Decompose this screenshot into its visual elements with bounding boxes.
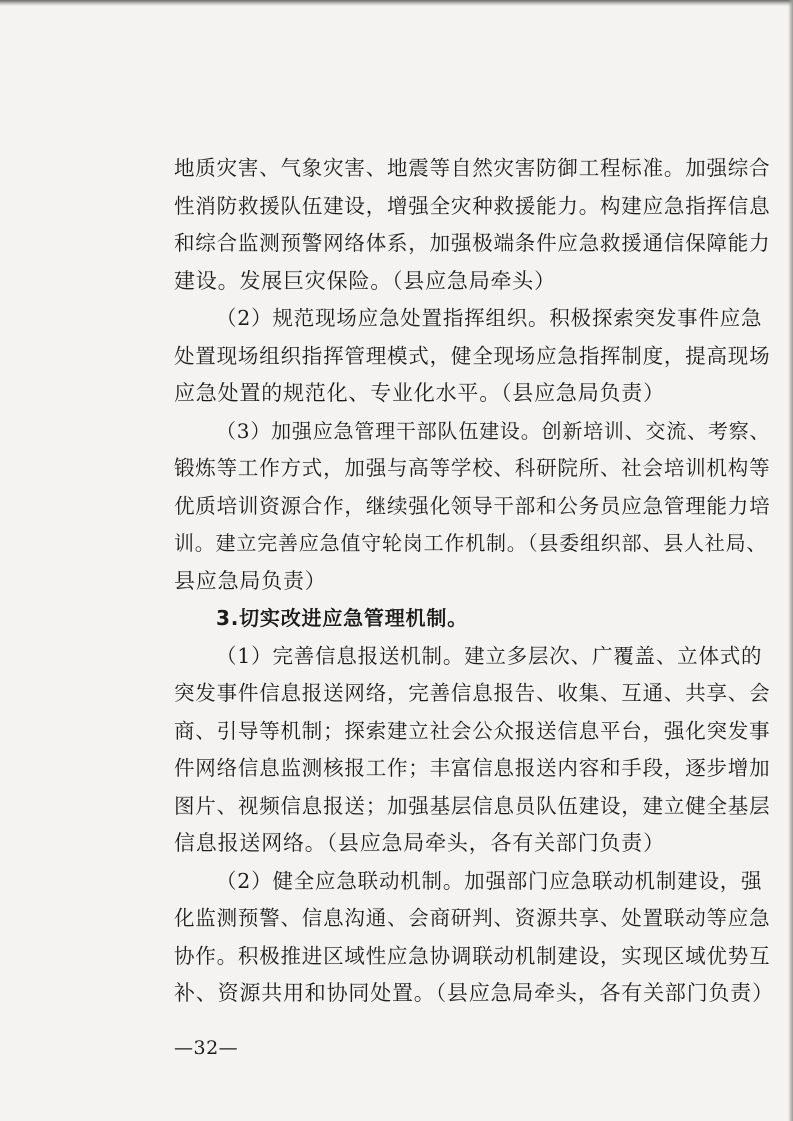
text-line: 化监测预警、信息沟通、会商研判、资源共享、处置联动等应急	[174, 906, 771, 930]
text-line: 商、引导等机制；探索建立社会公众报送信息平台，强化突发事	[174, 718, 771, 743]
paragraph-start-line: （1）完善信息报送机制。建立多层次、广覆盖、立体式的	[216, 643, 763, 668]
text-line: 县应急局负责）	[174, 568, 327, 593]
text-line: 突发事件信息报送网络，完善信息报告、收集、互通、共享、会	[174, 681, 771, 705]
paragraph-start-line: （2）健全应急联动机制。加强部门应急联动机制建设，强	[216, 868, 763, 893]
page-number: —32—	[174, 1037, 239, 1059]
text-line: 补、资源共用和协同处置。（县应急局牵头，各有关部门负责）	[174, 981, 774, 1005]
scan-edge-top	[0, 0, 793, 6]
text-line: 处置现场组织指挥管理模式，健全现场应急指挥制度，提高现场	[174, 343, 771, 368]
text-line: 锻炼等工作方式，加强与高等学校、科研院所、社会培训机构等	[174, 456, 771, 480]
document-body	[174, 150, 774, 1013]
text-line: 图片、视频信息报送；加强基层信息员队伍建设，建立健全基层	[174, 793, 771, 818]
scan-edge-right	[788, 0, 793, 1121]
paragraph-start-line: （2）规范现场应急处置指挥组织。积极探索突发事件应急	[216, 306, 763, 330]
text-line: 性消防救援队伍建设，增强全灾种救援能力。构建应急指挥信息	[174, 193, 771, 218]
text-line: 信息报送网络。（县应急局牵头，各有关部门负责）	[174, 831, 665, 855]
text-line: 训。建立完善应急值守轮岗工作机制。（县委组织部、县人社局、	[174, 531, 768, 555]
text-line: 优质培训资源合作，继续强化领导干部和公务员应急管理能力培	[174, 493, 771, 518]
text-line: 件网络信息监测核报工作；丰富信息报送内容和手段，逐步增加	[174, 756, 771, 780]
text-line: 地质灾害、气象灾害、地震等自然灾害防御工程标准。加强综合	[174, 156, 771, 180]
paragraph-start-line: （3）加强应急管理干部队伍建设。创新培训、交流、考察、	[216, 418, 771, 443]
text-line: 应急处置的规范化、专业化水平。（县应急局负责）	[174, 381, 665, 405]
section-heading: 3.切实改进应急管理机制。	[216, 606, 468, 630]
text-line: 协作。积极推进区域性应急协调联动机制建设，实现区域优势互	[174, 943, 771, 968]
text-line: 建设。发展巨灾保险。（县应急局牵头）	[174, 268, 556, 293]
text-line: 和综合监测预警网络体系，加强极端条件应急救援通信保障能力	[174, 231, 771, 255]
